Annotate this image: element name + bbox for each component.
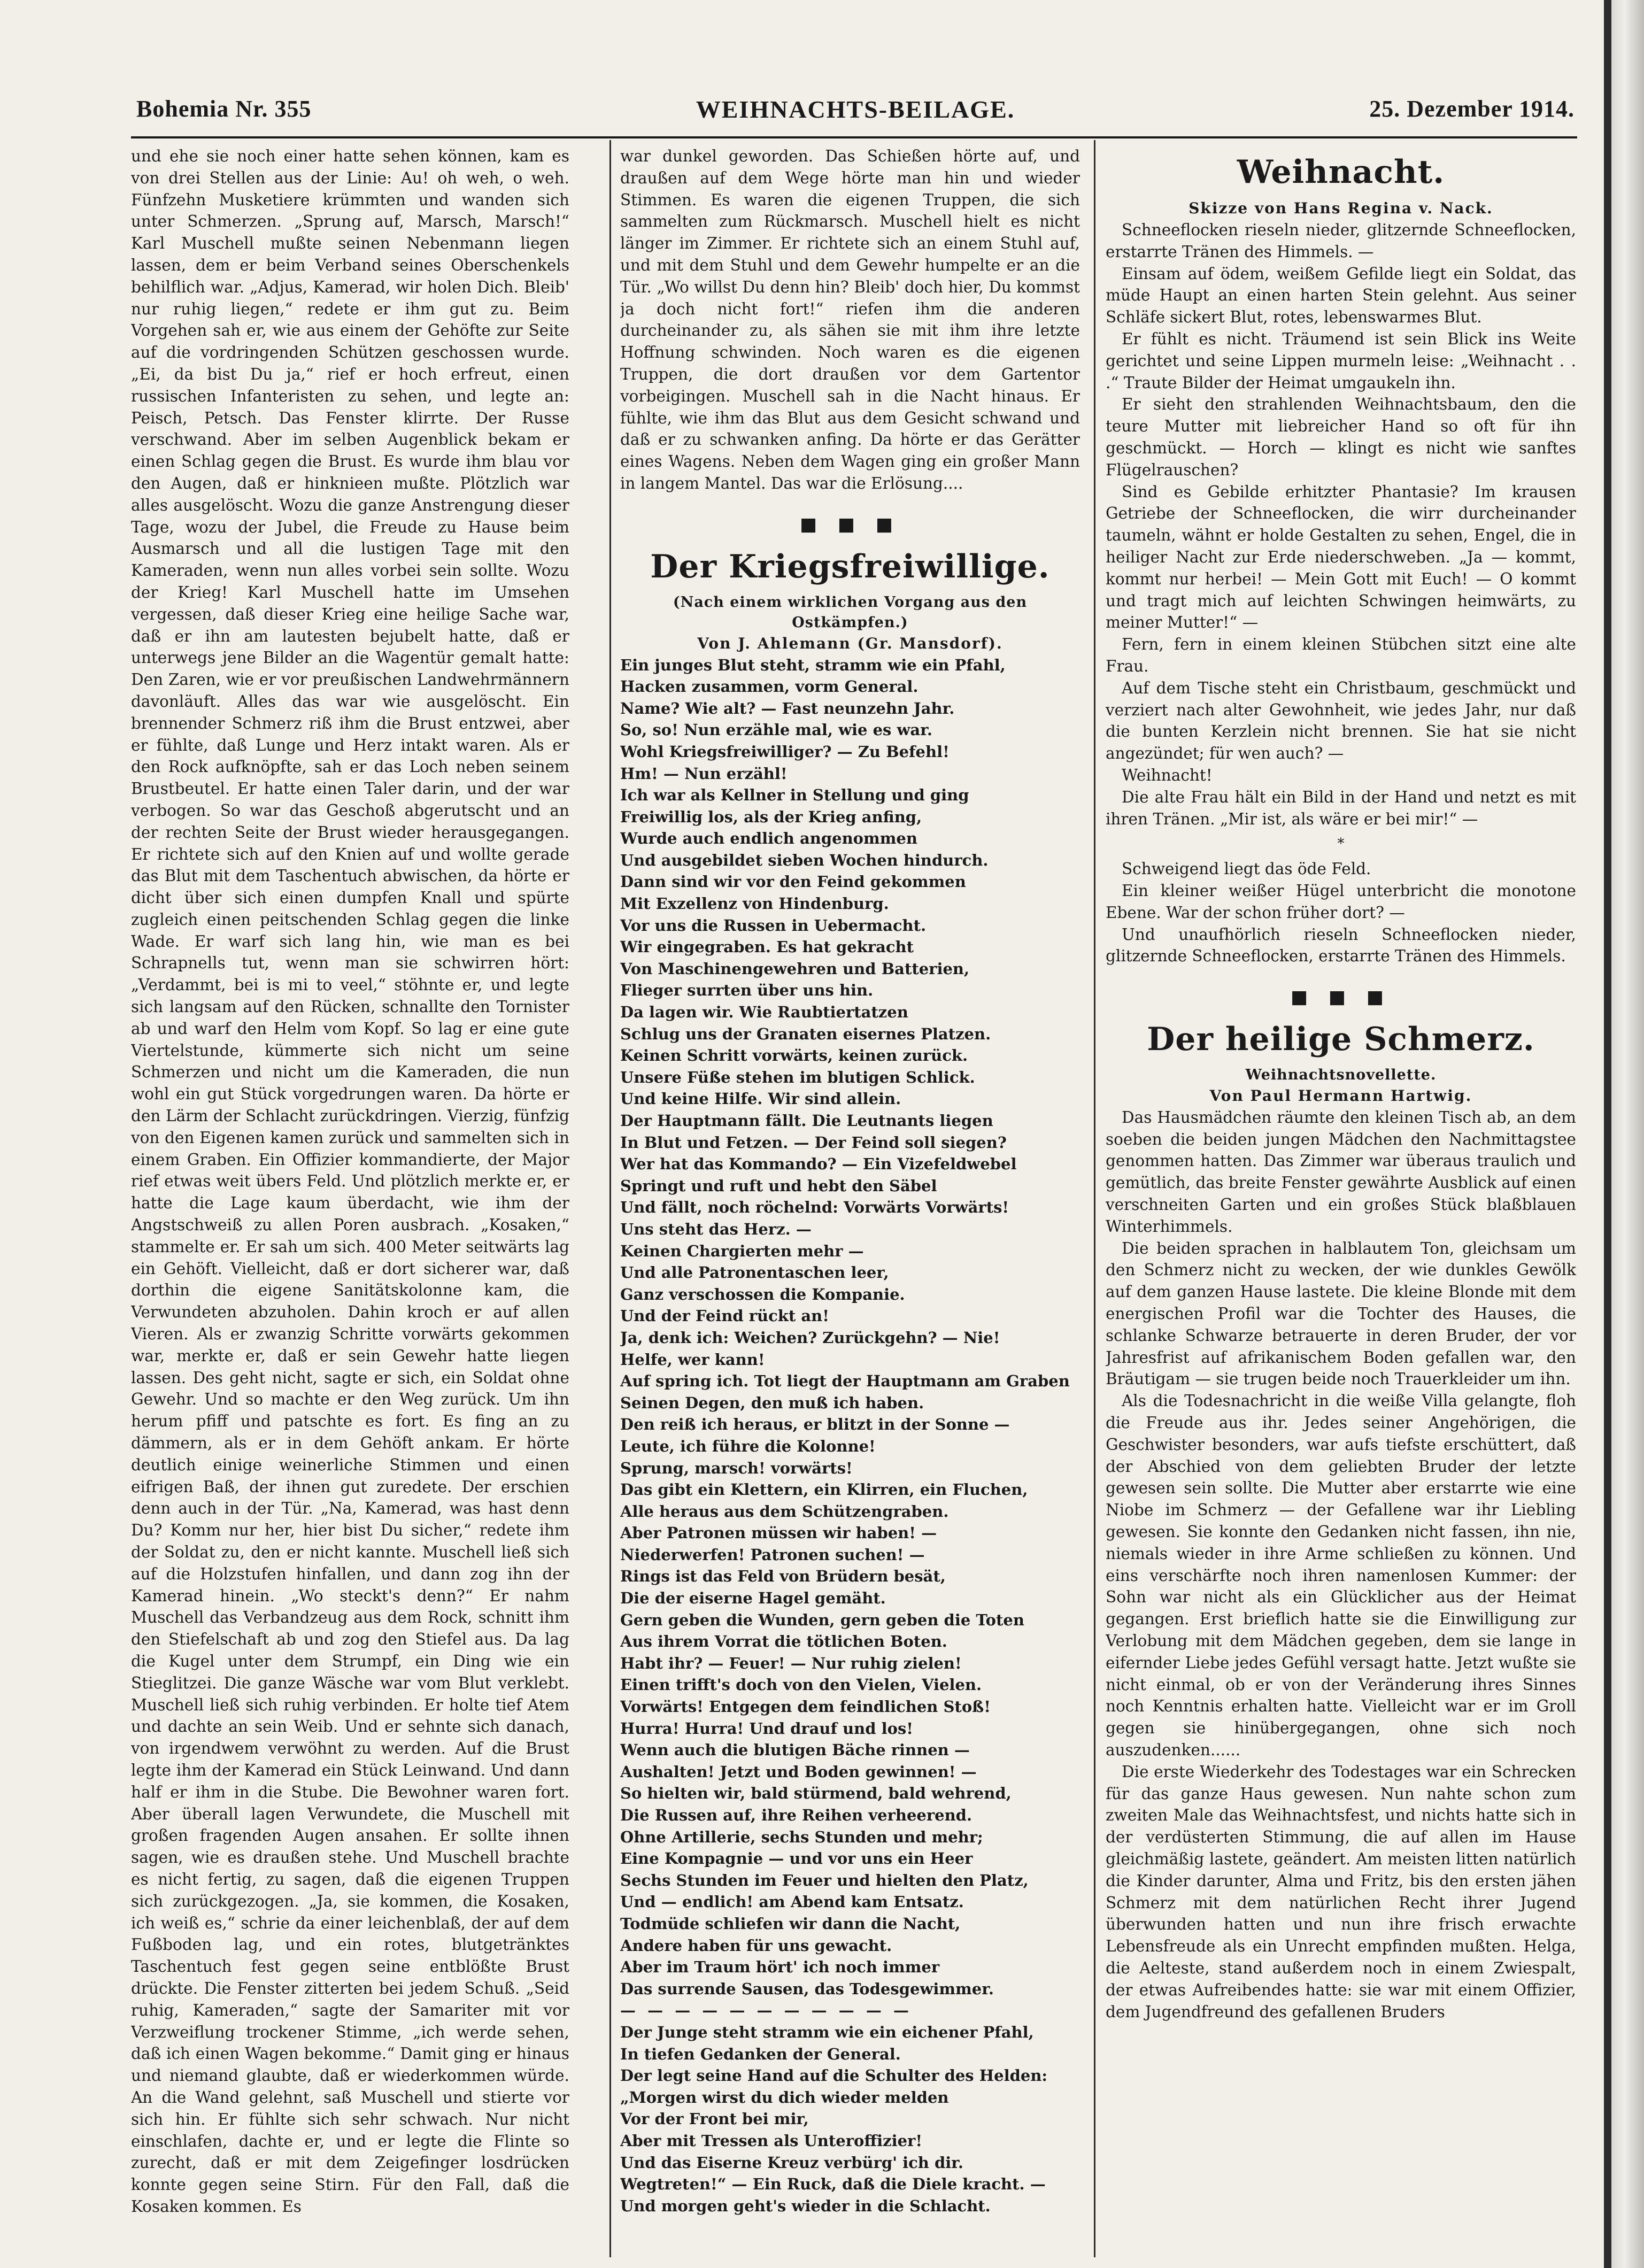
poem-line: Das gibt ein Klettern, ein Klirren, ein Fluchen, xyxy=(620,1480,1028,1499)
poem-line: Und fällt, noch röchelnd: Vorwärts Vorwärts! xyxy=(620,1198,1009,1217)
poem-line: Keinen Schritt vorwärts, keinen zurück. xyxy=(620,1046,968,1065)
poem-line: Ganz verschossen die Kompanie. xyxy=(620,1285,905,1303)
poem-line: Der Junge steht stramm wie ein eichener Pfahl, xyxy=(620,2023,1034,2041)
poem-line: So, so! Nun erzähle mal, wie es war. xyxy=(620,721,932,739)
poem-line: Sprung, marsch! vorwärts! xyxy=(620,1459,853,1477)
paragraph: Er sieht den strahlenden Weihnachtsbaum, den die teure Mutter mit liebreicher Hand so oft für ihn geschmückt. — Horch — klingt es nicht wie sanftes Flügelrauschen? xyxy=(1106,395,1576,479)
poem-line: Hurra! Hurra! Und drauf und los! xyxy=(620,1719,914,1738)
story-text-continued: war dunkel geworden. Das Schießen hörte auf, und draußen auf dem Wege hörte man hin und wieder Stimmen. Es waren die eigenen Truppen, die sich sammelten zum Rückmarsch. Muschell hielt es nicht länger im Zimmer. Er richtete sich an einem Stuhl auf, und mit dem Stuhl und dem Gewehr humpelte er an die Tür. „Wo willst Du denn hin? Bleib' doch hier, Du kommst ja doch nicht fort!“ riefen ihm die anderen durcheinander zu, als sähen sie mit ihm ihre letzte Hoffnung schwinden. Noch waren es die eigenen Truppen, die dort draußen vor dem Gartentor vorbeigingen. Muschell sah in die Nacht hinaus. Er fühlte, wie ihm das Blut aus dem Gesicht schwand und daß er zu schwanken anfing. Da hörte er das Gerätter eines Wagens. Neben dem Wagen ging ein großer Mann in langem Mantel. Das war die Erlösung.... xyxy=(620,147,1080,492)
poem-line: Eine Kompagnie — und vor uns ein Heer xyxy=(620,1849,973,1868)
poem-line: Aushalten! Jetzt und Boden gewinnen! — xyxy=(620,1762,977,1781)
poem-line: In tiefen Gedanken der General. xyxy=(620,2045,901,2063)
paragraph: Er fühlt es nicht. Träumend ist sein Blick ins Weite gerichtet und seine Lippen murmeln leise: „Weihnacht . . .“ Traute Bilder der Heimat umgaukeln ihn. xyxy=(1106,329,1576,392)
poem-line: Wegtreten!“ — Ein Ruck, daß die Diele kracht. — xyxy=(620,2175,1046,2194)
poem-line: Todmüde schliefen wir dann die Nacht, xyxy=(620,1914,961,1933)
column-3 xyxy=(1106,145,1576,2092)
poem-line: Unsere Füße stehen im blutigen Schlick. xyxy=(620,1068,975,1086)
poem-subtitle: (Nach einem wirklichen Vorgang aus den Ostkämpfen.) xyxy=(673,593,1028,631)
supplement-title: WEIHNACHTS-BEILAGE. xyxy=(696,96,1015,123)
poem-line: Keinen Chargierten mehr — xyxy=(620,1241,864,1260)
poem-line: Rings ist das Feld von Brüdern besät, xyxy=(620,1567,946,1586)
poem-line: Freiwillig los, als der Krieg anfing, xyxy=(620,807,922,826)
poem-line: Alle heraus aus dem Schützengraben. xyxy=(620,1502,949,1521)
poem-line: Da lagen wir. Wie Raubtiertatzen xyxy=(620,1003,908,1022)
poem-line: Hacken zusammen, vorm General. xyxy=(620,677,919,696)
paragraph: Ein kleiner weißer Hügel unterbricht die monotone Ebene. War der schon früher dort? — xyxy=(1106,881,1576,922)
poem-line: „Morgen wirst du dich wieder melden xyxy=(620,2088,949,2107)
paragraph: Fern, fern in einem kleinen Stübchen sitzt eine alte Frau. xyxy=(1106,635,1576,675)
paragraph: Die beiden sprachen in halblautem Ton, gleichsam um den Schmerz nicht zu wecken, der wie dunkles Gewölk auf dem ganzen Hause lastete. Die kleine Blonde mit dem energischen Profil war die Tochter des Hauses, die schlanke Schwarze betrauerte in deren Bruder, der vor Jahresfrist auf afrikanischem Boden gefallen war, den Bräutigam — sie trugen beide noch Trauerkleider um ihn. xyxy=(1106,1239,1576,1388)
page-header xyxy=(136,91,1574,128)
paragraph: Schneeflocken rieseln nieder, glitzernde Schneeflocken, erstarrte Tränen des Himmels. — xyxy=(1106,221,1576,261)
poem-line: Wer hat das Kommando? — Ein Vizefeldwebel xyxy=(620,1155,1017,1174)
story-subtitle-schmerz: Weihnachtsnovellette. xyxy=(1245,1066,1437,1083)
section-divider: ■ ■ ■ xyxy=(1291,986,1391,1008)
poem-dash-separator: — — — — — — — — — — — xyxy=(620,2001,912,2020)
poem-line: Vor uns die Russen in Uebermacht. xyxy=(620,916,927,935)
poem-line: Wenn auch die blutigen Bäche rinnen — xyxy=(620,1741,970,1760)
poem-line: Und keine Hilfe. Wir sind allein. xyxy=(620,1090,901,1108)
poem-line: Name? Wie alt? — Fast neunzehn Jahr. xyxy=(620,699,955,718)
poem-body xyxy=(620,654,1080,2217)
poem-line: So hielten wir, bald stürmend, bald wehrend, xyxy=(620,1784,1012,1803)
star-separator: * xyxy=(1337,836,1345,852)
paragraph: Und unaufhörlich rieseln Schneeflocken nieder, glitzernde Schneeflocken, erstarrte Tränen des Himmels. xyxy=(1106,925,1576,966)
poem-line: Uns steht das Herz. — xyxy=(620,1220,812,1238)
poem-line: Auf spring ich. Tot liegt der Hauptmann am Graben xyxy=(620,1372,1070,1391)
poem-line: Aus ihrem Vorrat die tötlichen Boten. xyxy=(620,1632,947,1651)
poem-line: Hm! — Nun erzähl! xyxy=(620,764,788,783)
poem-line: Ein junges Blut steht, stramm wie ein Pfahl, xyxy=(620,655,1006,674)
page-edge xyxy=(1611,0,1644,2268)
poem-line: Und morgen geht's wieder in die Schlacht. xyxy=(620,2196,991,2215)
poem-line: Vorwärts! Entgegen dem feindlichen Stoß! xyxy=(620,1698,991,1716)
column-rule-2 xyxy=(1094,140,1095,2257)
paragraph: Das Hausmädchen räumte den kleinen Tisch ab, an dem soeben die beiden jungen Mädchen den Nachmittagstee genommen hatten. Das Zimmer war überaus traulich und gemütlich, das breite Fenster gewährte Ausblick auf einen verschneiten Garten und ein großes Stück blaßblauen Winterhimmels. xyxy=(1106,1108,1576,1236)
poem-line: Einen trifft's doch von den Vielen, Vielen. xyxy=(620,1676,982,1694)
story-body-weihnacht-end xyxy=(1106,858,1576,967)
story-title-weihnacht: Weihnacht. xyxy=(1237,153,1445,191)
poem-line: Habt ihr? — Feuer! — Nur ruhig zielen! xyxy=(620,1654,962,1672)
issue-date: 25. Dezember 1914. xyxy=(1369,96,1574,122)
poem-title: Der Kriegsfreiwillige. xyxy=(650,547,1050,585)
story-body-weihnacht xyxy=(1106,219,1576,830)
section-divider: ■ ■ ■ xyxy=(800,513,900,535)
poem-line: Dann sind wir vor den Feind gekommen xyxy=(620,873,966,891)
poem-line: Den reiß ich heraus, er blitzt in der Sonne — xyxy=(620,1415,1010,1434)
poem-line: Ich war als Kellner in Stellung und ging xyxy=(620,786,969,805)
poem-line: Vor der Front bei mir, xyxy=(620,2110,809,2128)
poem-line: Aber mit Tressen als Unteroffizier! xyxy=(620,2131,923,2150)
poem-line: Sechs Stunden im Feuer und hielten den Platz, xyxy=(620,1871,1029,1889)
poem-line: Wir eingegraben. Es hat gekracht xyxy=(620,938,914,956)
column-1 xyxy=(131,145,569,2263)
poem-line: Flieger surrten über uns hin. xyxy=(620,981,874,1000)
story-author-schmerz: Von Paul Hermann Hartwig. xyxy=(1209,1086,1472,1105)
paragraph: Die alte Frau hält ein Bild in der Hand und netzt es mit ihren Tränen. „Mir ist, als wäre er bei mir!“ — xyxy=(1106,788,1576,828)
poem-line: Aber im Traum hört' ich noch immer xyxy=(620,1958,940,1977)
poem-line: Leute, ich führe die Kolonne! xyxy=(620,1437,876,1455)
poem-line: Und der Feind rückt an! xyxy=(620,1307,829,1325)
poem-line: Die der eiserne Hagel gemäht. xyxy=(620,1589,886,1608)
paragraph: Weihnacht! xyxy=(1122,766,1213,784)
paragraph: Auf dem Tische steht ein Christbaum, geschmückt und verziert nach alter Gewohnheit, wie jedes Jahr, nur daß die bunten Kerzlein nicht brennen. Sie hat sie nicht angezündet; für wen auch? — xyxy=(1106,678,1576,763)
paragraph: Die erste Wiederkehr des Todestages war ein Schrecken für das ganze Haus gewesen. Nun nahte schon zum zweiten Male das Weihnachtsfest, und nichts hatte sich in der verdüsterten Stimmung, die auf allen im Hause gleichmäßig lastete, geändert. Am meisten litten natürlich die Kinder darunter, Alma und Fritz, bis den ersten jähen Schmerz mit dem natürlichen Recht ihrer Jugend überwunden hatten und nun ihre frisch erwachte Lebensfreude als ein Unrecht empfinden mußten. Helga, die Aelteste, stand außerdem noch in einem Zwiespalt, der etwas Aufreibendes hatte: sie war mit einem Offizier, dem Jugendfreund des gefallenen Bruders xyxy=(1106,1762,1576,2021)
poem-line: Und ausgebildet sieben Wochen hindurch. xyxy=(620,851,989,869)
header-rule xyxy=(131,136,1577,138)
poem-line: Wohl Kriegsfreiwilliger? — Zu Befehl! xyxy=(620,742,950,761)
story-author-weihnacht: Skizze von Hans Regina v. Nack. xyxy=(1188,199,1493,217)
poem-line: Helfe, wer kann! xyxy=(620,1350,765,1369)
story-title-schmerz: Der heilige Schmerz. xyxy=(1147,1020,1535,1058)
poem-line: Springt und ruft und hebt den Säbel xyxy=(620,1176,937,1195)
poem-line: Seinen Degen, den muß ich haben. xyxy=(620,1393,924,1412)
poem-line: Von Maschinengewehren und Batterien, xyxy=(620,959,970,978)
issue-number: Bohemia Nr. 355 xyxy=(136,96,312,122)
poem-line: Wurde auch endlich angenommen xyxy=(620,829,917,848)
poem-line: Der Hauptmann fällt. Die Leutnants liegen xyxy=(620,1112,993,1130)
poem-line: Und das Eiserne Kreuz verbürg' ich dir. xyxy=(620,2153,963,2172)
poem-line: In Blut und Fetzen. — Der Feind soll siegen? xyxy=(620,1133,1007,1152)
poem-line: Der legt seine Hand auf die Schulter des Helden: xyxy=(620,2066,1048,2085)
poem-line: Ohne Artillerie, sechs Stunden und mehr; xyxy=(620,1827,983,1846)
poem-line: Gern geben die Wunden, gern geben die Toten xyxy=(620,1610,1024,1629)
poem-line: Aber Patronen müssen wir haben! — xyxy=(620,1524,937,1542)
story-body-schmerz xyxy=(1106,1107,1576,2023)
paragraph: Schweigend liegt das öde Feld. xyxy=(1122,860,1371,878)
column-2 xyxy=(620,145,1080,2263)
poem-line: Mit Exzellenz von Hindenburg. xyxy=(620,894,889,913)
column-rule-1 xyxy=(609,140,611,2257)
poem-line: Und alle Patronentaschen leer, xyxy=(620,1263,889,1282)
poem-line: Ja, denk ich: Weichen? Zurückgehn? — Nie! xyxy=(620,1328,1000,1347)
poem-line: Und — endlich! am Abend kam Entsatz. xyxy=(620,1893,964,1911)
story-text: und ehe sie noch einer hatte sehen können, kam es von drei Stellen aus der Linie: Au! oh weh, o weh. Fünfzehn Musketiere krümmten und wanden sich unter Schmerzen. „Sprung auf, Marsch, Marsch!“ Karl Muschell mußte seinen Nebenmann liegen lassen, dem er beim Verband seines Oberschenkels behilflich war. „Adjus, Kamerad, wir holen Dich. Bleib' nur ruhig liegen,“ redete er ihm gut zu. Beim Vorgehen sah er, wie aus einem der Gehöfte zur Seite auf die vordringenden Schützen geschossen wurde. „Ei, da bist Du ja,“ rief er hoch erfreut, einen russischen Infanteristen zu sehen, und legte an: Peisch, Petsch. Das Fenster klirrte. Der Russe verschwand. Aber im selben Augenblick bekam er einen Schlag gegen die Brust. Es wurde ihm blau vor den Augen, daß er hinknieen mußte. Plötzlich war alles ausgelöscht. Wozu die ganze Anstrengung dieser Tage, wozu der Jubel, die Freude zu Hause beim Ausmarsch und all die lustigen Tage mit den Kameraden, wenn nun alles vorbei sein sollte. Wozu der Krieg! Karl Muschell hatte im Umsehen vergessen, daß dieser Krieg eine heilige Sache war, daß er ihn am lautesten bejubelt hatte, daß er unterwegs jene Bilder an die Wagentür gemalt hatte: Den Zaren, wie er vor preußischen Landwehrmännern davonläuft. Alles das war wie ausgelöscht. Ein brennender Schmerz riß ihm die Brust entzwei, aber er fühlte, daß Lunge und Herz intakt waren. Als er den Rock aufknöpfte, sah er das Loch neben seinem Brustbeutel. Er hatte einen Taler darin, und der war verbogen. So war das Geschoß abgerutscht und an der rechten Seite der Brust wieder herausgegangen. Er richtete sich auf den Knien auf und wollte gerade das Blut mit dem Taschentuch abwischen, da hörte er dicht über sich einen dumpfen Knall und spürte zugleich einen peitschenden Schlag gegen die linke Wade. Er warf sich lang hin, wie man es bei Schrapnells tut, wenn man sie schwirren hört: „Verdammt, bei is mi to veel,“ stöhnte er, und legte sich langsam auf den Rücken, schnallte den Tornister ab und warf den Helm vom Kopf. So lag er eine gute Viertelstunde, kümmerte sich nicht um seine Schmerzen und nicht um die Kameraden, die nun wohl ein gut Stück vorgedrungen waren. Da hörte er den Lärm der Schlacht zurückdringen. Vierzig, fünfzig von den Eigenen kamen zurück und sammelten sich in einem Graben. Ein Offizier kommandierte, der Major rief etwas weit übers Feld. Und plötzlich merkte er, er hatte die Lage kaum überdacht, wie ihm der Angstschweiß zu allen Poren ausbrach. „Kosaken,“ stammelte er. Er sah um sich. 400 Meter seitwärts lag ein Gehöft. Vielleicht, daß er dort sicherer war, daß dorthin die eigene Sanitätskolonne kam, die Verwundeten abzuholen. Dahin kroch er auf allen Vieren. Als er zwanzig Schritte vorwärts gekommen war, merkte er, daß er sein Gewehr hatte liegen lassen. Des geht nicht, sagte er sich, ein Soldat ohne Gewehr. Und so machte er den Weg zurück. Um ihn herum pfiff und patschte es fort. Es fing an zu dämmern, als er in dem Gehöft ankam. Er hörte deutlich einige weinerliche Stimmen und einen eifrigen Baß, der ihnen gut zuredete. Der erschien denn auch in der Tür. „Na, Kamerad, was hast denn Du? Komm nur her, hier bist Du sicher,“ redete ihm der Soldat zu, den er nicht kannte. Muschell ließ sich auf die Holzstufen hinfallen, und dann zog ihn der Kamerad hinein. „Wo steckt's denn?“ Er nahm Muschell das Verbandzeug aus dem Rock, schnitt ihm den Stiefelschaft ab und zog den Stiefel aus. Da lag die Kugel unter dem Strumpf, ein Ding wie ein Stieglitzei. Die ganze Wäsche war vom Blut verklebt. Muschell ließ sich ruhig verbinden. Er holte tief Atem und dachte an sein Weib. Und er sehnte sich danach, von irgendwem verwöhnt zu werden. Auf die Brust legte ihm der Kamerad ein Stück Leinwand. Und dann half er ihm in die Stube. Die Bewohner waren fort. Aber überall lagen Verwundete, die Muschell mit großen fragenden Augen ansahen. Er sollte ihnen sagen, wie es draußen stehe. Und Muschell brachte es nicht fertig, zu sagen, daß die eigenen Truppen sich zurückgezogen. „Ja, sie kommen, die Kosaken, ich weiß es,“ schrie da einer leichenblaß, der auf dem Fußboden lag, und ein rotes, blutgetränktes Taschentuch fest gegen seine entblößte Brust drückte. Die Fenster zitterten bei jedem Schuß. „Seid ruhig, Kameraden,“ sagte der Samariter mit vor Verzweiflung trockener Stimme, „ich werde sehen, daß ich einen Wagen bekomme.“ Damit ging er hinaus und niemand glaubte, daß er wiederkommen würde. An die Wand gelehnt, saß Muschell und stierte vor sich hin. Er fühlte sich sehr schwach. Nur nicht einschlafen, dachte er, und er legte die Flinte so zurecht, daß er mit dem Zeigefinger losdrücken konnte gegen seine Stirn. Für den Fall, daß die Kosaken kommen. Es xyxy=(131,147,569,2216)
poem-line: Das surrende Sausen, das Todesgewimmer. xyxy=(620,1979,994,1998)
paragraph: Einsam auf ödem, weißem Gefilde liegt ein Soldat, das müde Haupt an einen harten Stein gelehnt. Aus seiner Schläfe sickert Blut, rotes, lebenswarmes Blut. xyxy=(1106,264,1576,327)
paragraph: Sind es Gebilde erhitzter Phantasie? Im krausen Getriebe der Schneeflocken, die wirr durcheinander taumeln, wähnt er holde Gestalten zu sehen, Engel, die in heiliger Nacht zur Erde niederschweben. „Ja — kommt, kommt nur herbei! — Mein Gott mit Euch! — O kommt und tragt mich auf leichten Schwingen heimwärts, zu meiner Mutter!“ — xyxy=(1106,482,1576,632)
poem-line: Niederwerfen! Patronen suchen! — xyxy=(620,1545,925,1564)
poem-line: Schlug uns der Granaten eisernes Platzen. xyxy=(620,1024,991,1043)
poem-line: Andere haben für uns gewacht. xyxy=(620,1936,892,1955)
poem-author: Von J. Ahlemann (Gr. Mansdorf). xyxy=(697,634,1003,652)
paragraph: Als die Todesnachricht in die weiße Villa gelangte, floh die Freude aus ihr. Jedes seiner Angehörigen, die Geschwister besonders, war aufs tiefste erschüttert, daß der Abschied von dem geliebten Bruder der letzte gewesen sein sollte. Die Mutter aber erstarrte wie eine Niobe im Schmerz — der Gefallene war ihr Liebling gewesen. Sie konnte den Gedanken nicht fassen, ihn nie, niemals wieder in ihre Arme schließen zu können. Und eins verschärfte noch ihren namenlosen Kummer: der Sohn war nicht als ein Glücklicher aus der Heimat gegangen. Erst brieflich hatte sie die Einwilligung zur Verlobung mit dem Mädchen gegeben, dem sie lange in eifernder Liebe jedes Gefühl versagt hatte. Jetzt wußte sie nicht einmal, ob er von der Veränderung ihres Sinnes noch Kenntnis erhalten hatte. Vielleicht war er im Groll gegen sie hinübergegangen, ohne sich noch auszudenken...... xyxy=(1106,1392,1576,1759)
poem-line: Die Russen auf, ihre Reihen verheerend. xyxy=(620,1806,972,1825)
